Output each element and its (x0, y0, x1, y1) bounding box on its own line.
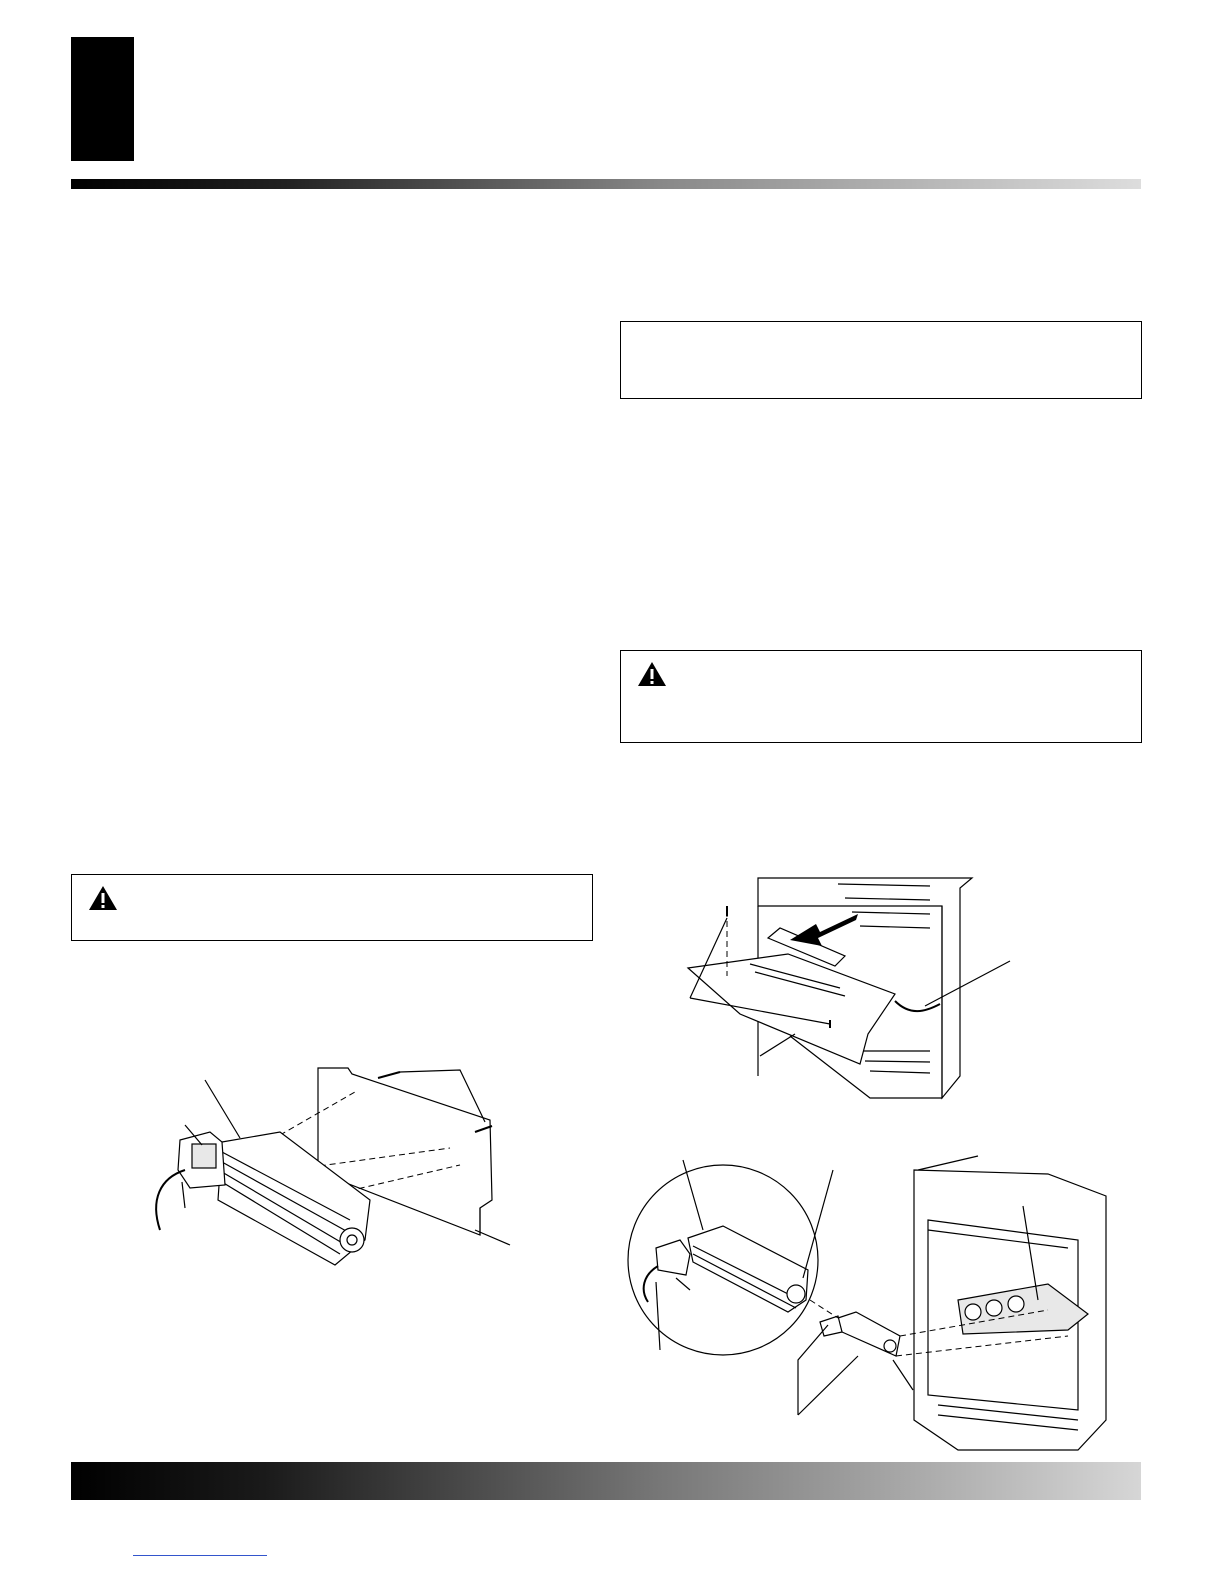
leader-line (760, 1034, 795, 1056)
leader-line (475, 1230, 510, 1245)
warning-box-left (71, 874, 593, 941)
warning-box-right (620, 650, 1142, 743)
leader-line (798, 1356, 858, 1415)
warning-triangle-icon (88, 885, 118, 911)
leader-line (205, 1080, 240, 1138)
section-tab (71, 37, 134, 161)
footer-rule (71, 1462, 1141, 1500)
blower-installation-figure (628, 1150, 1118, 1450)
leader-line (182, 1182, 185, 1208)
notice-box (620, 321, 1142, 399)
direction-arrow (790, 914, 858, 946)
leader-line (925, 961, 1010, 1006)
screw (378, 1072, 400, 1078)
leader-line (798, 1325, 828, 1415)
warning-triangle-icon (637, 661, 667, 687)
burner-tray (688, 954, 895, 1064)
burner-removal-figure (680, 876, 1020, 1106)
leader-line (893, 1360, 913, 1390)
power-cord (156, 1170, 185, 1230)
wire-harness (895, 1001, 940, 1011)
web-link[interactable] (133, 1555, 267, 1556)
leader-line (918, 1156, 978, 1170)
blower-assembly-figure (130, 1060, 530, 1260)
header-rule (71, 179, 1141, 189)
